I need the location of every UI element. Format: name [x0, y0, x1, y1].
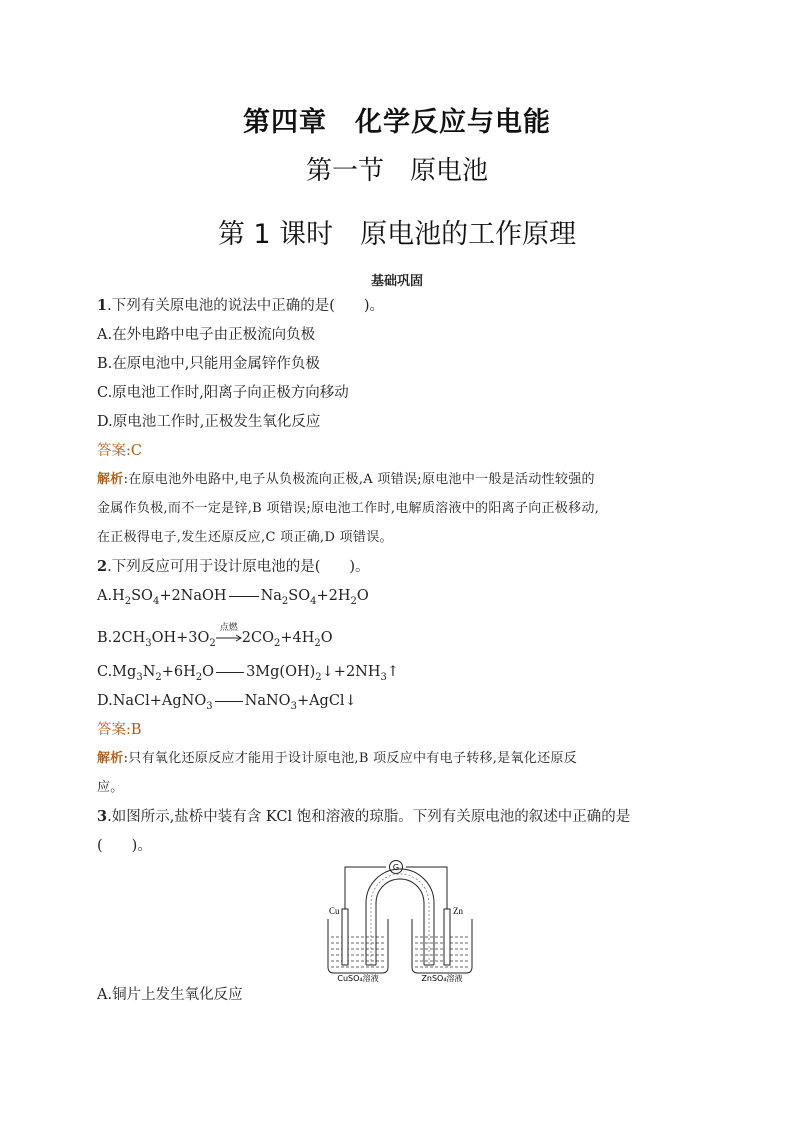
copper-electrode	[342, 909, 348, 965]
question-1-option-d: D.原电池工作时,正极发生氧化反应	[97, 414, 321, 430]
right-beaker	[412, 919, 472, 973]
question-1-analysis-line-1: 解析:在原电池外电路中,电子从负极流向正极,A 项错误;原电池中一般是活动性较强的	[97, 472, 595, 487]
lesson-title: 第 1 课时 原电池的工作原理	[217, 219, 577, 250]
zinc-electrode	[444, 909, 450, 965]
galvanometer-label: G	[392, 863, 400, 872]
equals-bar	[215, 701, 243, 702]
part-title: 基础巩固	[370, 274, 423, 289]
left-solution-hatch	[331, 937, 385, 967]
label-cuso4-solution: CuSO₄溶液	[337, 974, 379, 982]
question-1-stem: 1.下列有关原电池的说法中正确的是( )。	[97, 297, 385, 314]
salt-bridge-inner	[376, 879, 424, 965]
question-1-answer: 答案:C	[97, 443, 142, 459]
question-2-option-a: $A.H_2SO_4+2NaOH$ $Na_2SO_4+2H_2O$	[97, 588, 369, 607]
question-1-option-c: C.原电池工作时,阳离子向正极方向移动	[97, 385, 349, 401]
question-2-analysis-line-1: 解析:只有氧化还原反应才能用于设计原电池,B 项反应中有电子转移,是氧化还原反	[97, 751, 578, 766]
question-3-option-a: A.铜片上发生氧化反应	[97, 987, 243, 1003]
label-cu: Cu	[329, 906, 340, 916]
question-2-option-d: D.NaCl+AgNO$_3$ NaNO$_3$+AgCl↓	[97, 693, 357, 712]
question-2-stem: 2.下列反应可用于设计原电池的是( )。	[97, 558, 370, 575]
arrow-icon	[216, 634, 242, 642]
salt-bridge-fill	[371, 874, 429, 965]
galvanic-cell-diagram	[326, 857, 476, 982]
question-1-option-b: B.在原电池中,只能用金属锌作负极	[97, 356, 320, 372]
question-1-analysis-line-2: 金属作负极,而不一定是锌,B 项错误;原电池工作时,电解质溶液中的阳离子向正极移动,	[97, 501, 600, 516]
question-2-analysis-line-2: 应。	[97, 780, 124, 795]
wire-right	[406, 867, 447, 909]
equals-bar	[229, 596, 259, 597]
label-zn: Zn	[453, 906, 463, 916]
question-1-analysis-line-3: 在正极得电子,发生还原反应,C 项正确,D 项错误。	[97, 530, 393, 545]
equals-bar	[216, 672, 244, 673]
wire-left	[345, 867, 386, 909]
reaction-arrow	[216, 623, 242, 645]
label-znso4-solution: ZnSO₄溶液	[421, 974, 463, 982]
chapter-title: 第四章 化学反应与电能	[243, 107, 551, 138]
question-1-option-a: A.在外电路中电子由正极流向负极	[97, 327, 316, 343]
question-2-option-b: $B.2CH_3OH+3O_2$ 点燃 $2CO_2+4H_2O$	[97, 628, 333, 654]
question-3-stem-line-2: ( )。	[97, 838, 152, 854]
question-3-stem-line-1: 3.如图所示,盐桥中装有含 KCl 饱和溶液的琼脂。下列有关原电池的叙述中正确的是	[97, 808, 631, 825]
right-solution-hatch	[415, 937, 469, 967]
question-2-answer: 答案:B	[97, 722, 142, 738]
question-2-option-c: $C.Mg_3N_2+6H_2O$ $3Mg(OH)_2↓+2NH_3↑$	[97, 664, 400, 683]
reaction-condition: 点燃	[219, 623, 238, 633]
left-beaker	[328, 919, 388, 973]
section-title: 第一节 原电池	[305, 156, 488, 186]
